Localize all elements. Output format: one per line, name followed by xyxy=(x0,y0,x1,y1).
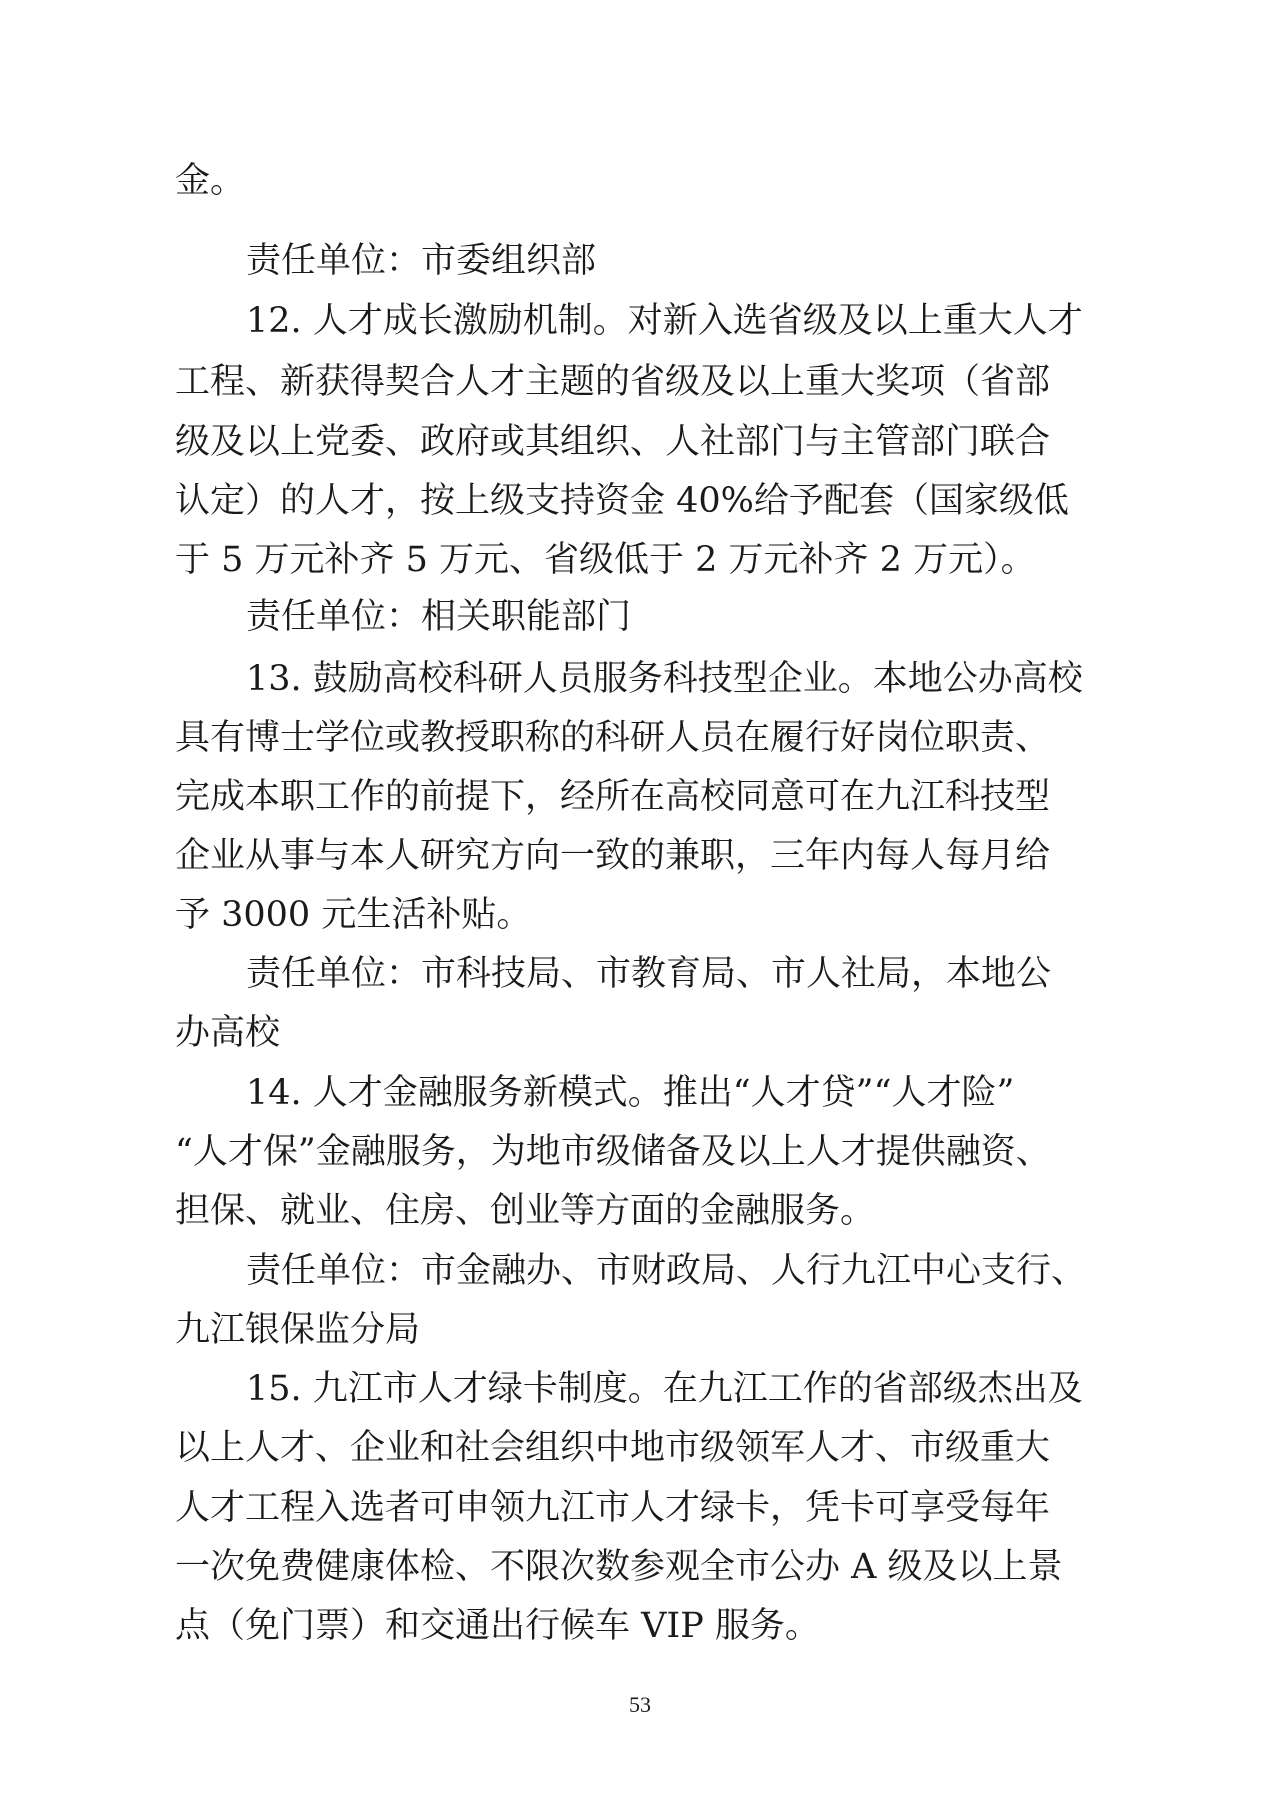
text-line: 责任单位：市金融办、市财政局、人行九江中心支行、 xyxy=(246,1251,1087,1291)
text-line: 12. 人才成长激励机制。对新入选省级及以上重大人才 xyxy=(246,301,1083,341)
text-line: “人才保”金融服务，为地市级储备及以上人才提供融资、 xyxy=(175,1132,1051,1172)
text-line: 认定）的人才，按上级支持资金 40%给予配套（国家级低 xyxy=(175,481,1069,521)
text-line: 人才工程入选者可申领九江市人才绿卡，凭卡可享受每年 xyxy=(175,1488,1051,1528)
text-line: 担保、就业、住房、创业等方面的金融服务。 xyxy=(175,1191,876,1231)
text-line: 九江银保监分局 xyxy=(175,1310,421,1350)
text-line: 办高校 xyxy=(175,1013,281,1053)
text-line: 企业从事与本人研究方向一致的兼职，三年内每人每月给 xyxy=(175,836,1051,876)
text-line: 具有博士学位或教授职称的科研人员在履行好岗位职责、 xyxy=(175,718,1051,758)
text-line: 予 3000 元生活补贴。 xyxy=(175,895,532,935)
text-line: 金。 xyxy=(175,161,246,201)
text-line: 以上人才、企业和社会组织中地市级领军人才、市级重大 xyxy=(175,1428,1051,1468)
text-line: 责任单位：市科技局、市教育局、市人社局，本地公 xyxy=(246,954,1052,994)
text-line: 一次免费健康体检、不限次数参观全市公办 A 级及以上景 xyxy=(175,1547,1063,1587)
text-line: 13. 鼓励高校科研人员服务科技型企业。本地公办高校 xyxy=(246,659,1083,699)
text-line: 14. 人才金融服务新模式。推出“人才贷”“人才险” xyxy=(246,1073,1015,1113)
text-line: 责任单位：相关职能部门 xyxy=(246,597,632,637)
text-line: 于 5 万元补齐 5 万元、省级低于 2 万元补齐 2 万元）。 xyxy=(175,540,1036,580)
text-line: 责任单位：市委组织部 xyxy=(246,241,597,281)
text-line: 完成本职工作的前提下，经所在高校同意可在九江科技型 xyxy=(175,777,1051,817)
text-line: 15. 九江市人才绿卡制度。在九江工作的省部级杰出及 xyxy=(246,1369,1083,1409)
text-line: 点（免门票）和交通出行候车 VIP 服务。 xyxy=(175,1606,820,1646)
text-line: 级及以上党委、政府或其组织、人社部门与主管部门联合 xyxy=(175,422,1051,462)
page-number: 53 xyxy=(629,1692,651,1717)
text-line: 工程、新获得契合人才主题的省级及以上重大奖项（省部 xyxy=(175,362,1051,402)
